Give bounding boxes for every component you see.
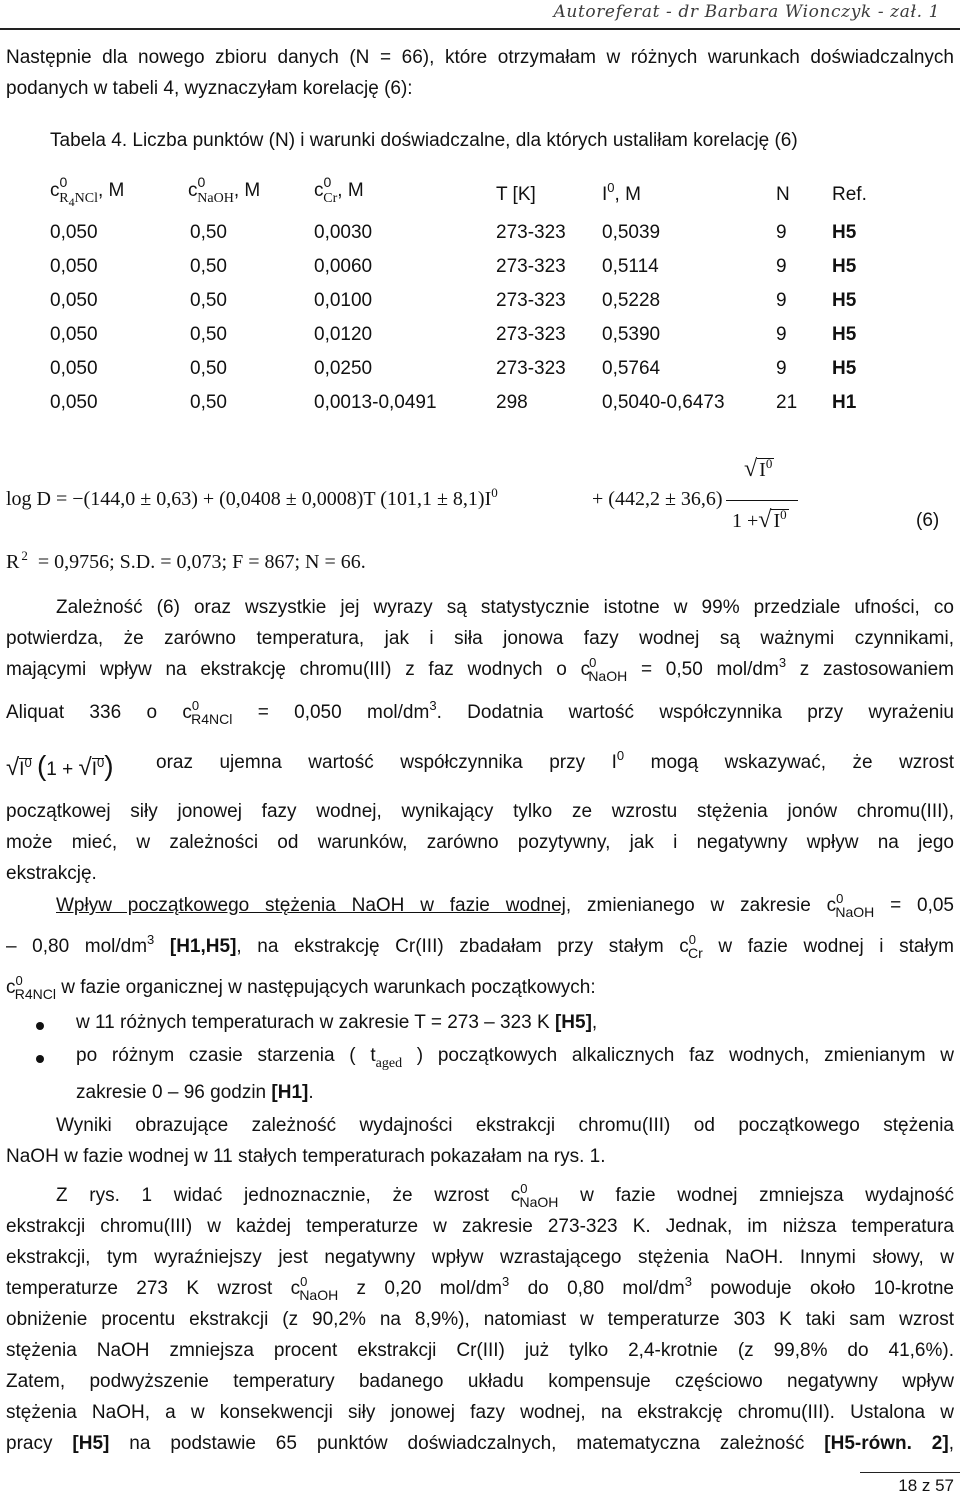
paragraph-3-line-2: NaOH w fazie wodnej w 11 stałych temperaturach pokazałam na rys. 1. [6,1146,606,1167]
paragraph-1-line-6: początkowej siły jonowej fazy wodnej, wynikający tylko ze wzrostu stężenia jonów chromu(III), [6,801,954,822]
bullet-item-temperatures: w 11 różnych temperaturach w zakresie T = 273 – 323 K [H5], [76,1012,598,1033]
paragraph-1-line-2: potwierdza, że zarówno temperatura, jak i siła jonowa fazy wodnej są ważnymi czynnikami, [6,628,954,649]
equation-fraction-numerator: √ $I^0$ [744,456,773,482]
paragraph-4-line-6: stężenia NaOH zmniejsza procent ekstrakcji Cr(III) już tylko 2,4-krotnie (z 99,8% do 41,6%). [6,1340,954,1361]
table-cell-c-naoh: 0,50 [190,290,227,311]
table-cell-c-cr: 0,0120 [314,324,373,345]
table-cell-temperature: 273-323 [496,290,566,311]
table-cell-c-cr: 0,0100 [314,290,373,311]
paragraph-1-line-3: mającymi wpływ na ekstrakcję chromu(III) z faz wodnych o $c^0_{NaOH} = 0,50$ mol/$dm^3$ z zastosowaniem [6,655,955,684]
underlined-topic: Wpływ początkowego stężenia NaOH w fazie wodnej [56,895,566,916]
paragraph-1-line-5: oraz ujemna wartość współczynnika przy $I^0$ mogą wskazywać, że wzrost [156,748,954,773]
citation-h1-h5: [H1,H5] [154,936,237,957]
table-cell-c-naoh: 0,50 [190,222,227,243]
table-cell-c-r4ncl: 0,050 [50,324,98,345]
table-cell-c-naoh: 0,50 [190,392,227,413]
paragraph-1-line-4: Aliquat 336 o $c^0_{R4NCl} = 0,050$ mol/$dm^3$. Dodatnia wartość współczynnika przy wyrażeniu [6,698,954,727]
table-cell-n: 9 [776,358,787,379]
table-cell-temperature: 273-323 [496,222,566,243]
paragraph-2-line-3: $c^0_{R4NCl}$ w fazie organicznej w następujących warunkach początkowych: [6,973,596,1002]
paragraph-4-line-1: Z rys. 1 widać jednoznacznie, że wzrost $c^0_{NaOH}$ w fazie wodnej zmniejsza wydajność [56,1181,954,1210]
paragraph-4-line-5: obniżenie procentu ekstrakcji (z 90,2% na 8,9%), natomiast w temperaturze 303 K taki sam wzrost [6,1309,954,1330]
bullet-item-aging-time-cont: zakresie 0 – 96 godzin [H1]. [76,1082,314,1103]
table-cell-c-r4ncl: 0,050 [50,358,98,379]
table-cell-c-r4ncl: 0,050 [50,222,98,243]
table-cell-ref: H5 [832,324,857,345]
table-header-c-cr: $c^0_{Cr}$, M [314,174,364,206]
table-cell-ionic-strength: 0,5039 [602,222,661,243]
equation-fraction-bar [726,500,798,501]
page-number: 18 z 57 [898,1476,954,1495]
header-title: Autoreferat - dr Barbara Wionczyk - zał. 1 [553,2,940,22]
table-header-ionic-strength: $I^0$, M [602,180,641,205]
table-cell-c-r4ncl: 0,050 [50,256,98,277]
equation-number: (6) [916,510,940,531]
paragraph-1-line-7: może mieć, w zależności od warunków, zarówno pozytywny, jak i negatywny wpływ na jego [6,832,954,853]
table-header-c-r4ncl: $c^0_{R4NCl}$, M [50,174,125,209]
bullet-marker [36,1055,44,1063]
equation-main: log D = −(144,0 ± 0,63) + (0,0408 ± 0,0008)T $(101,1 \pm 8,1)I^0$ [6,485,498,510]
bullet-marker [36,1022,44,1030]
paragraph-4-line-7: Zatem, podwyższenie temperatury badanego układu kompensuje częściowo negatywny wpływ [6,1371,954,1392]
table-cell-ionic-strength: 0,5228 [602,290,661,311]
table-header-c-naoh: $c^0_{NaOH}$, M [188,174,261,206]
table-header-ref: Ref. [832,184,867,205]
equation-statistics: R $^2$ = 0,9756; S.D. = 0,073; F = 867; N = 66. [6,548,366,573]
footer-divider [860,1472,960,1473]
paragraph-4-line-9: pracy [H5] na podstawie 65 punktów doświadczalnych, matematyczna zależność [H5-równ. 2], [6,1433,954,1454]
paragraph-4-line-4: temperaturze 273 K wzrost $c^0_{NaOH}$ z 0,20 mol/$dm^3$ do 0,80 mol/$dm^3$ powoduje około 10-krotne [6,1274,954,1303]
table-cell-ref: H5 [832,358,857,379]
table-cell-c-naoh: 0,50 [190,256,227,277]
paragraph-3-line-1: Wyniki obrazujące zależność wydajności ekstrakcji chromu(III) od początkowego stężenia [56,1115,954,1136]
sqrt-expression: $√I^0$ $(1 + √I^0)$ [6,750,114,781]
table-caption: Tabela 4. Liczba punktów (N) i warunki doświadczalne, dla których ustaliłam korelację (6) [50,130,798,151]
intro-paragraph: Następnie dla nowego zbioru danych (N = 66), które otrzymałam w różnych warunkach doświadczalnych podanych w tabeli 4, wyznaczyłam korelację (6): [6,47,954,99]
table-cell-n: 9 [776,324,787,345]
table-cell-ionic-strength: 0,5114 [602,256,659,277]
table-header-n: N [776,184,790,205]
bullet-item-aging-time: po różnym czasie starzenia ( $t_{aged}$ ) początkowych alkalicznych faz wodnych, zmienianym w [76,1045,954,1071]
table-cell-c-cr: 0,0060 [314,256,373,277]
equation-tail: + (442,2 ± 36,6) [592,488,723,510]
table-cell-c-cr: 0,0250 [314,358,373,379]
table-cell-n: 9 [776,256,787,277]
table-cell-n: 9 [776,222,787,243]
table-cell-temperature: 273-323 [496,256,566,277]
equation-fraction-denominator: 1 +√ $I^0$ [732,507,787,533]
table-cell-ref: H1 [832,392,857,413]
table-cell-ref: H5 [832,222,857,243]
paragraph-4-line-3: ekstrakcji, tym wyraźniejszy jest negatywny wpływ wzrastającego stężenia NaOH. Innymi słowy, w [6,1247,954,1268]
header-divider [0,28,960,30]
table-cell-ionic-strength: 0,5764 [602,358,661,379]
paragraph-1-line-1: Zależność (6) oraz wszystkie jej wyrazy są statystycznie istotne w 99% przedziale ufności, co [56,597,954,618]
table-cell-ionic-strength: 0,5040-0,6473 [602,392,725,413]
table-cell-ref: H5 [832,256,857,277]
paragraph-4-line-8: stężenia NaOH, a w konsekwencji siły jonowej fazy wodnej, na ekstrakcję chromu(III). Ustalona w [6,1402,954,1423]
paragraph-2-line-1: Wpływ początkowego stężenia NaOH w fazie wodnej, zmienianego w zakresie $c^0_{NaOH} = 0,05$ [56,891,954,920]
table-cell-c-naoh: 0,50 [190,358,227,379]
table-cell-temperature: 298 [496,392,528,413]
table-cell-n: 9 [776,290,787,311]
paragraph-4-line-2: ekstrakcji chromu(III) w każdej temperaturze w zakresie 273-323 K. Jednak, im niższa temperatura [6,1216,954,1237]
paragraph-2-line-2: – 0,80 mol/$dm^3$ [H1,H5], na ekstrakcję Cr(III) zbadałam przy stałym $c^0_{Cr}$ w fazie wodnej i stałym [6,932,954,961]
table-cell-temperature: 273-323 [496,324,566,345]
table-cell-ionic-strength: 0,5390 [602,324,661,345]
table-cell-temperature: 273-323 [496,358,566,379]
table-header-temperature: T [K] [496,184,536,205]
table-cell-c-cr: 0,0030 [314,222,373,243]
table-cell-ref: H5 [832,290,857,311]
table-cell-c-r4ncl: 0,050 [50,290,98,311]
table-cell-c-cr: 0,0013-0,0491 [314,392,437,413]
paragraph-1-line-8: ekstrakcję. [6,863,97,884]
table-cell-c-r4ncl: 0,050 [50,392,98,413]
table-cell-c-naoh: 0,50 [190,324,227,345]
table-cell-n: 21 [776,392,798,413]
